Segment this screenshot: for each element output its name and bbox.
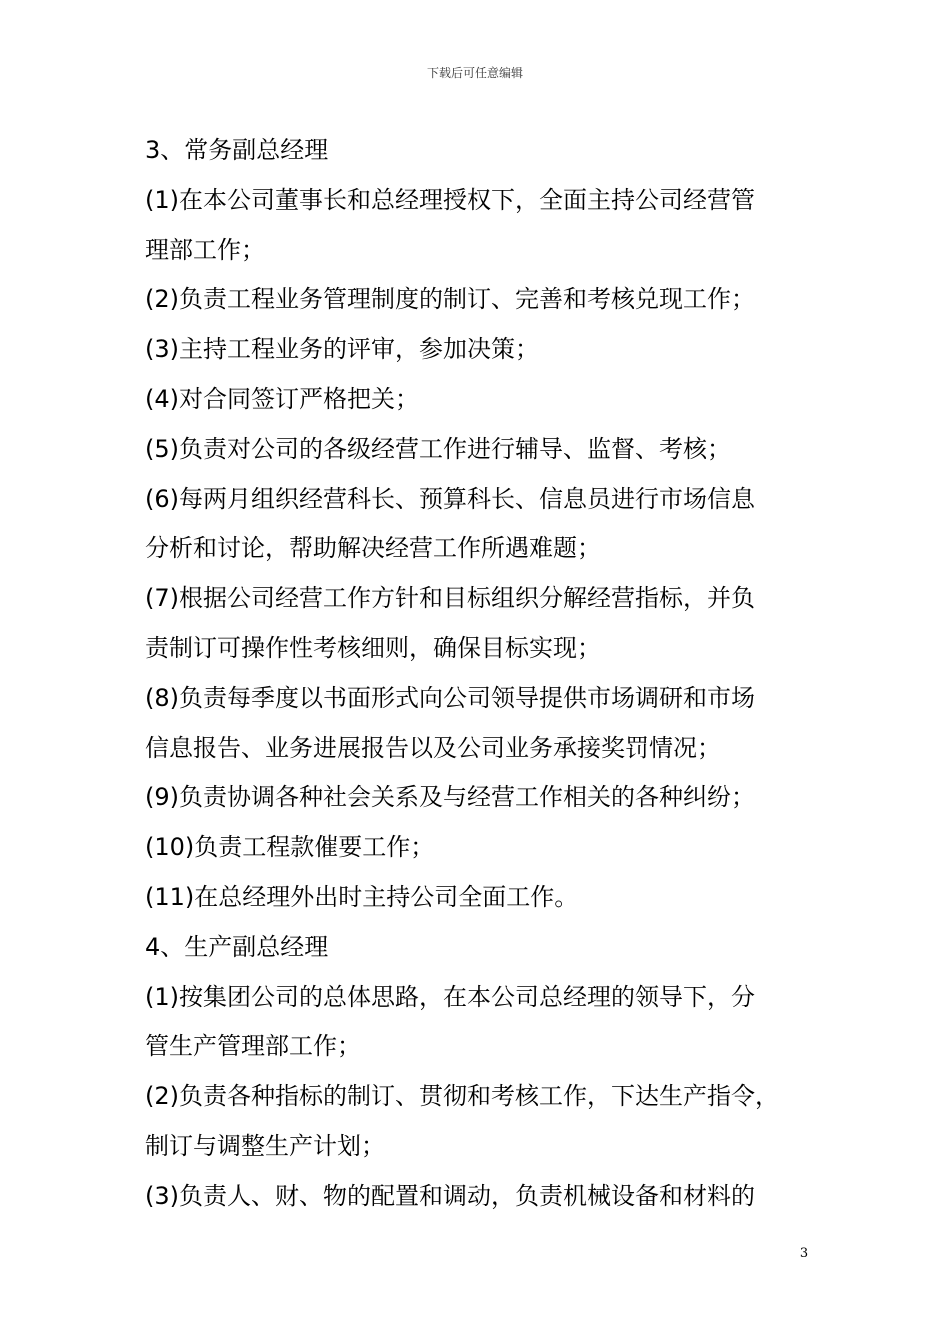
section-heading-4: 4、生产副总经理 bbox=[145, 932, 329, 961]
page-number: 3 bbox=[799, 1246, 809, 1261]
paragraph-line: (7)根据公司经营工作方针和目标组织分解经营指标，并负 bbox=[145, 584, 755, 613]
paragraph-line: 制订与调整生产计划； bbox=[145, 1131, 385, 1160]
paragraph-line: 理部工作； bbox=[145, 235, 265, 264]
paragraph-line: (2)负责工程业务管理制度的制订、完善和考核兑现工作； bbox=[145, 285, 755, 314]
document-body bbox=[145, 126, 825, 1222]
paragraph-line: 分析和讨论，帮助解决经营工作所遇难题； bbox=[145, 534, 601, 563]
section-heading-3: 3、常务副总经理 bbox=[145, 136, 329, 164]
paragraph-line: (3)主持工程业务的评审，参加决策； bbox=[145, 335, 539, 364]
paragraph-line: (4)对合同签订严格把关； bbox=[145, 384, 419, 413]
paragraph-line: (5)负责对公司的各级经营工作进行辅导、监督、考核； bbox=[145, 434, 731, 463]
paragraph-line: 管生产管理部工作； bbox=[145, 1032, 361, 1061]
paragraph-line: (9)负责协调各种社会关系及与经营工作相关的各种纠纷； bbox=[145, 783, 755, 812]
paragraph-line: 信息报告、业务进展报告以及公司业务承接奖罚情况； bbox=[145, 733, 721, 762]
paragraph-line: (11)在总经理外出时主持公司全面工作。 bbox=[145, 882, 579, 911]
paragraph-line: (1)按集团公司的总体思路，在本公司总经理的领导下，分 bbox=[145, 982, 755, 1011]
paragraph-line: (1)在本公司董事长和总经理授权下，全面主持公司经营管 bbox=[145, 185, 755, 214]
page-header: 下载后可任意编辑 bbox=[426, 66, 523, 80]
paragraph-line: (3)负责人、财、物的配置和调动，负责机械设备和材料的 bbox=[145, 1181, 755, 1210]
paragraph-line: (8)负责每季度以书面形式向公司领导提供市场调研和市场 bbox=[145, 683, 755, 712]
paragraph-line: (10)负责工程款催要工作； bbox=[145, 833, 435, 862]
paragraph-line: (6)每两月组织经营科长、预算科长、信息员进行市场信息 bbox=[145, 484, 755, 513]
paragraph-line: (2)负责各种指标的制订、贯彻和考核工作，下达生产指令， bbox=[145, 1082, 779, 1111]
paragraph-line: 责制订可操作性考核细则，确保目标实现； bbox=[145, 633, 601, 662]
